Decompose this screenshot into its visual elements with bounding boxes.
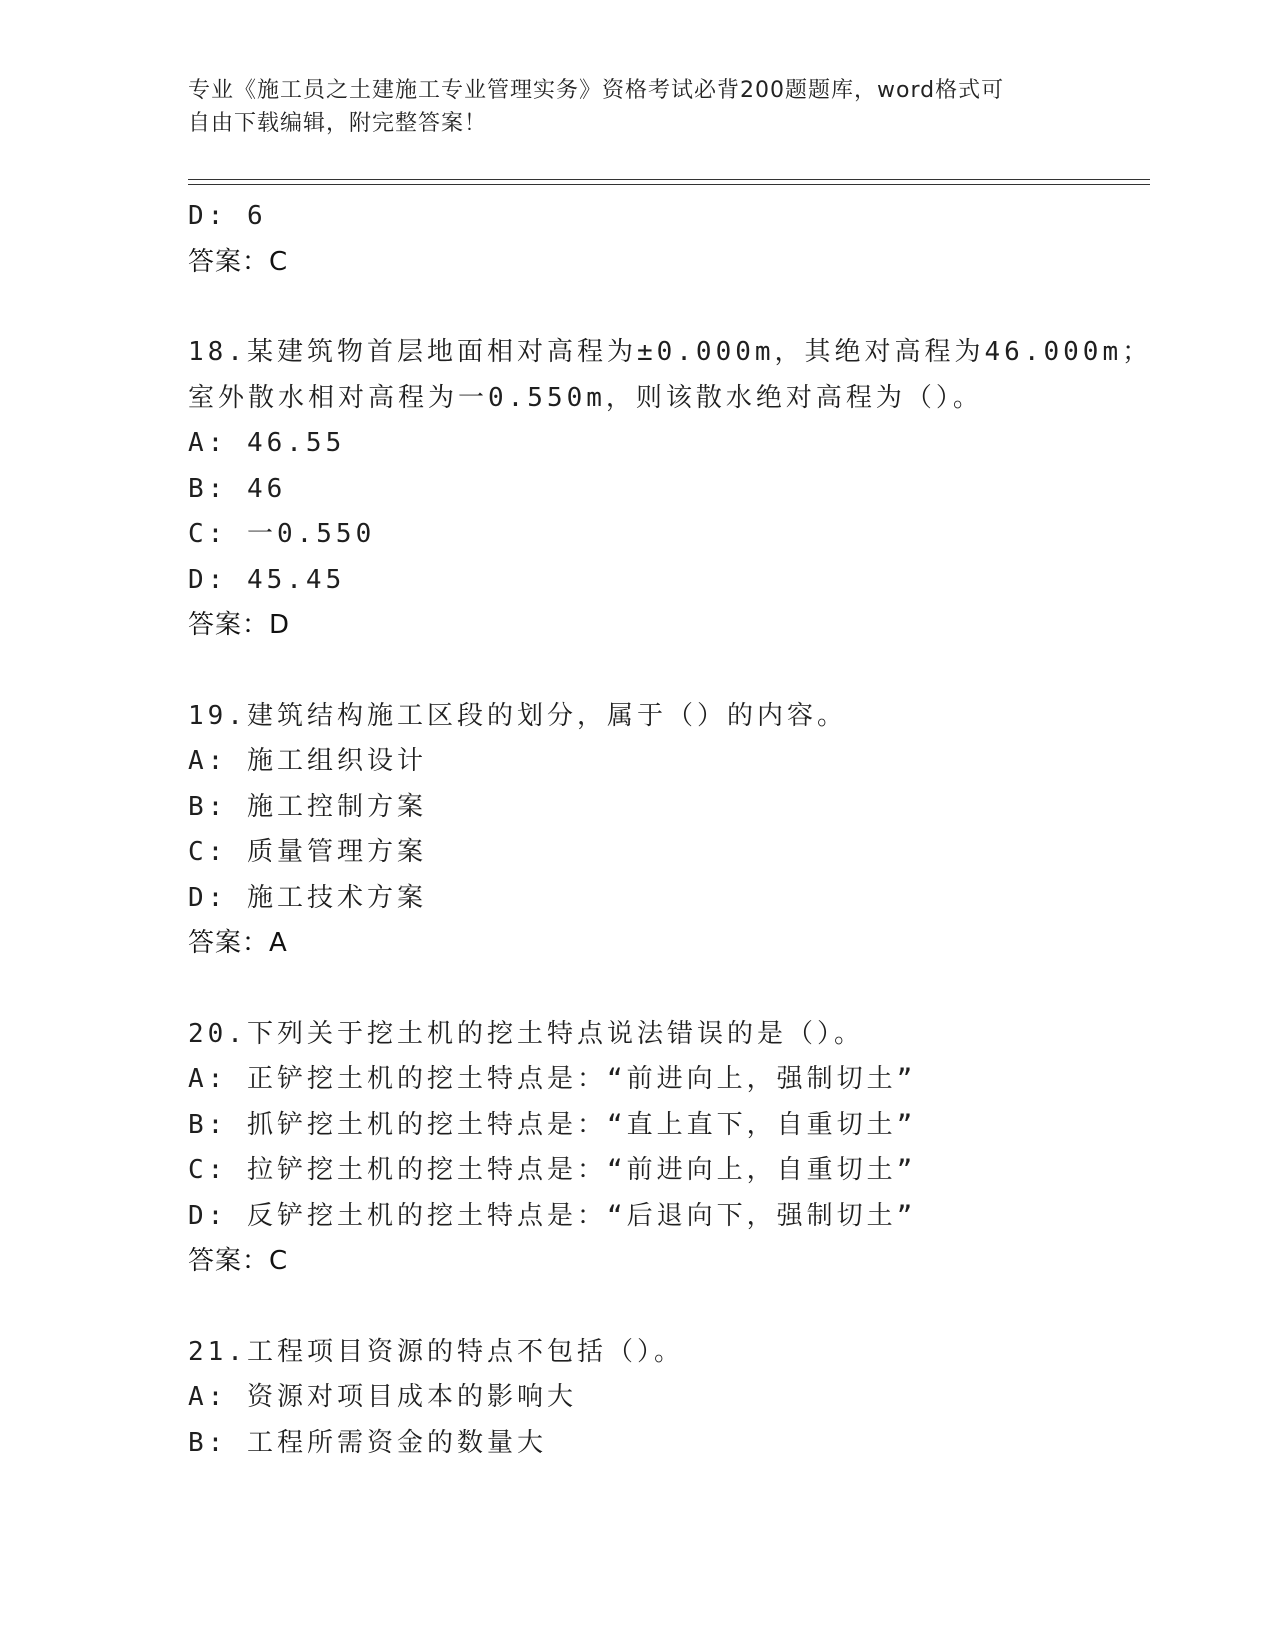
option-c: C: 质量管理方案: [188, 837, 427, 867]
previous-question-tail: [188, 194, 1148, 285]
document-header: [188, 74, 1088, 140]
header-title-line2: 自由下载编辑，附完整答案！: [188, 111, 488, 136]
question-21: [188, 1330, 1148, 1467]
answer-line: 答案：C: [188, 1246, 289, 1276]
question-stem: 19.建筑结构施工区段的划分，属于（）的内容。: [188, 700, 847, 731]
question-stem: 21.工程项目资源的特点不包括（）。: [188, 1336, 684, 1367]
option-b: B: 抓铲挖土机的挖土特点是：“直上直下，自重切土”: [188, 1109, 917, 1140]
option-a: A: 施工组织设计: [188, 746, 427, 776]
option-c: C: 一0.550: [188, 519, 376, 549]
question-19: [188, 694, 1148, 967]
question-20: [188, 1012, 1148, 1285]
question-stem-continued: 室外散水相对高程为一0.550m，则该散水绝对高程为（）。: [188, 382, 983, 413]
answer-line: 答案：A: [188, 928, 288, 958]
option-c: C: 拉铲挖土机的挖土特点是：“前进向上，自重切土”: [188, 1155, 917, 1185]
option-a: A: 资源对项目成本的影响大: [188, 1382, 577, 1412]
option-b: B: 工程所需资金的数量大: [188, 1427, 547, 1458]
question-list: [188, 194, 1153, 1466]
option-d: D: 反铲挖土机的挖土特点是：“后退向下，强制切土”: [188, 1200, 917, 1231]
question-18: [188, 330, 1153, 649]
answer-line: 答案：C: [188, 246, 289, 277]
option-d: D: 45.45: [188, 564, 346, 595]
option-a: A: 正铲挖土机的挖土特点是：“前进向上，强制切土”: [188, 1064, 917, 1094]
header-title-line1: 专业《施工员之土建施工专业管理实务》资格考试必背200题题库，word格式可: [188, 78, 1005, 103]
option-b: B: 46: [188, 473, 287, 504]
header-divider-top: [188, 179, 1150, 180]
option-b: B: 施工控制方案: [188, 791, 427, 822]
question-stem: 20.下列关于挖土机的挖土特点说法错误的是（）。: [188, 1018, 864, 1049]
question-stem: 18.某建筑物首层地面相对高程为±0.000m，其绝对高程为46.000m；: [188, 337, 1153, 367]
option-a: A: 46.55: [188, 428, 346, 458]
header-divider-bottom: [188, 184, 1150, 185]
option-d: D: 6: [188, 201, 267, 231]
option-d: D: 施工技术方案: [188, 882, 427, 913]
answer-line: 答案：D: [188, 610, 291, 640]
